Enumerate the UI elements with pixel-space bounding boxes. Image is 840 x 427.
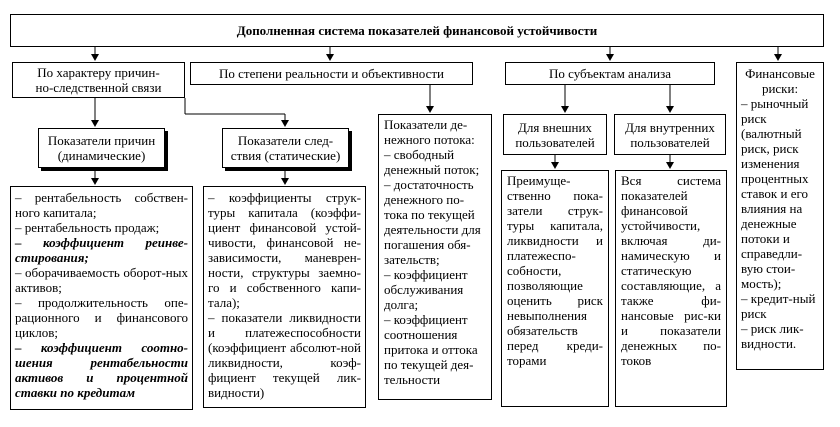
group-subjects-label: По субъектам анализа xyxy=(548,66,672,81)
effects-list-box xyxy=(203,186,366,408)
liquidity-risk-item: – риск лик-видности. xyxy=(741,321,804,351)
effects-indicators-box xyxy=(222,128,349,168)
external-users-box xyxy=(503,114,607,155)
external-users-details-text: Преимуще-ственно пока-затели струк-туры капитала, ликвидности и платежеспо-собности, позволяющие оценить риск невыполнения обязательств перед креди-торами xyxy=(507,173,603,368)
market-risk-item: – рыночный риск (валютный риск, риск изменения процентных ставок и его влияния на денежные потоки и справедли-вую стои-мость); xyxy=(741,96,809,291)
cash-flow-item: – достаточность денежного по-тока по текущей деятельности для погашения обя-зательств; xyxy=(384,177,481,267)
internal-users-details-text: Вся система показателей финансовой устойчивости, включая ди-намическую и статическую составляющие, а также фи-нансовые рис-ки и показатели денежных по-токов xyxy=(621,173,721,368)
causes-list-item: – рентабельность продаж; xyxy=(15,220,160,235)
causes-list-box xyxy=(10,186,193,410)
credit-risk-item: – кредит-ный риск xyxy=(741,291,816,321)
group-reality xyxy=(190,62,473,85)
causes-list-item: – продолжительность опе-рационного и финансового циклов; xyxy=(15,295,188,340)
internal-users-label: Для внутренних пользователей xyxy=(625,119,715,150)
cash-flow-item: – коэффициент обслуживания долга; xyxy=(384,267,468,312)
cash-flow-item: – свободный денежный поток; xyxy=(384,147,480,177)
cash-flow-item: – коэффициент соотношения притока и оттока по текущей дея-тельности xyxy=(384,312,478,387)
internal-users-box xyxy=(614,114,726,155)
effects-list-item: – коэффициенты струк-туры капитала (коэффи-циент финансовой устой-чивости, финансовой не-зависимости, маневрен-ности, структуры заемно-го и собственного капи-тала); xyxy=(208,190,361,310)
financial-risks-box xyxy=(736,62,824,370)
external-users-label: Для внешних пользователей xyxy=(515,119,595,150)
causes-indicators-box xyxy=(38,128,165,168)
effects-indicators-label: Показатели след- ствия (статические) xyxy=(230,133,341,163)
financial-risks-heading: Финансовые риски: xyxy=(745,66,815,96)
internal-users-details xyxy=(615,170,727,407)
diagram-title-text: Дополненная система показателей финансовой устойчивости xyxy=(236,22,598,38)
group-cause-effect xyxy=(12,62,185,98)
causes-list-item: – рентабельность собствен-ного капитала; xyxy=(15,190,188,220)
effects-list-item: – показатели ликвидности и платежеспособности (коэффициент абсолют-ной ликвидности, коэф-фициент текущей лик-видности) xyxy=(208,310,361,400)
cash-flow-box xyxy=(378,114,492,400)
group-cause-effect-label: По характеру причин- но-следственной связи xyxy=(35,65,162,95)
external-users-details xyxy=(501,170,609,407)
causes-indicators-label: Показатели причин (динамические) xyxy=(47,133,156,163)
causes-list-item: – коэффициент соотно-шения рентабельности активов и процентной ставки по кредитам xyxy=(15,340,188,400)
cash-flow-heading: Показатели де-нежного потока: xyxy=(384,117,475,147)
group-subjects xyxy=(505,62,715,85)
group-reality-label: По степени реальности и объективности xyxy=(218,66,445,81)
diagram-title xyxy=(10,14,824,47)
causes-list-item: – коэффициент реинве-стирования; xyxy=(15,235,188,265)
causes-list-item: – оборачиваемость оборот-ных активов; xyxy=(15,265,188,295)
